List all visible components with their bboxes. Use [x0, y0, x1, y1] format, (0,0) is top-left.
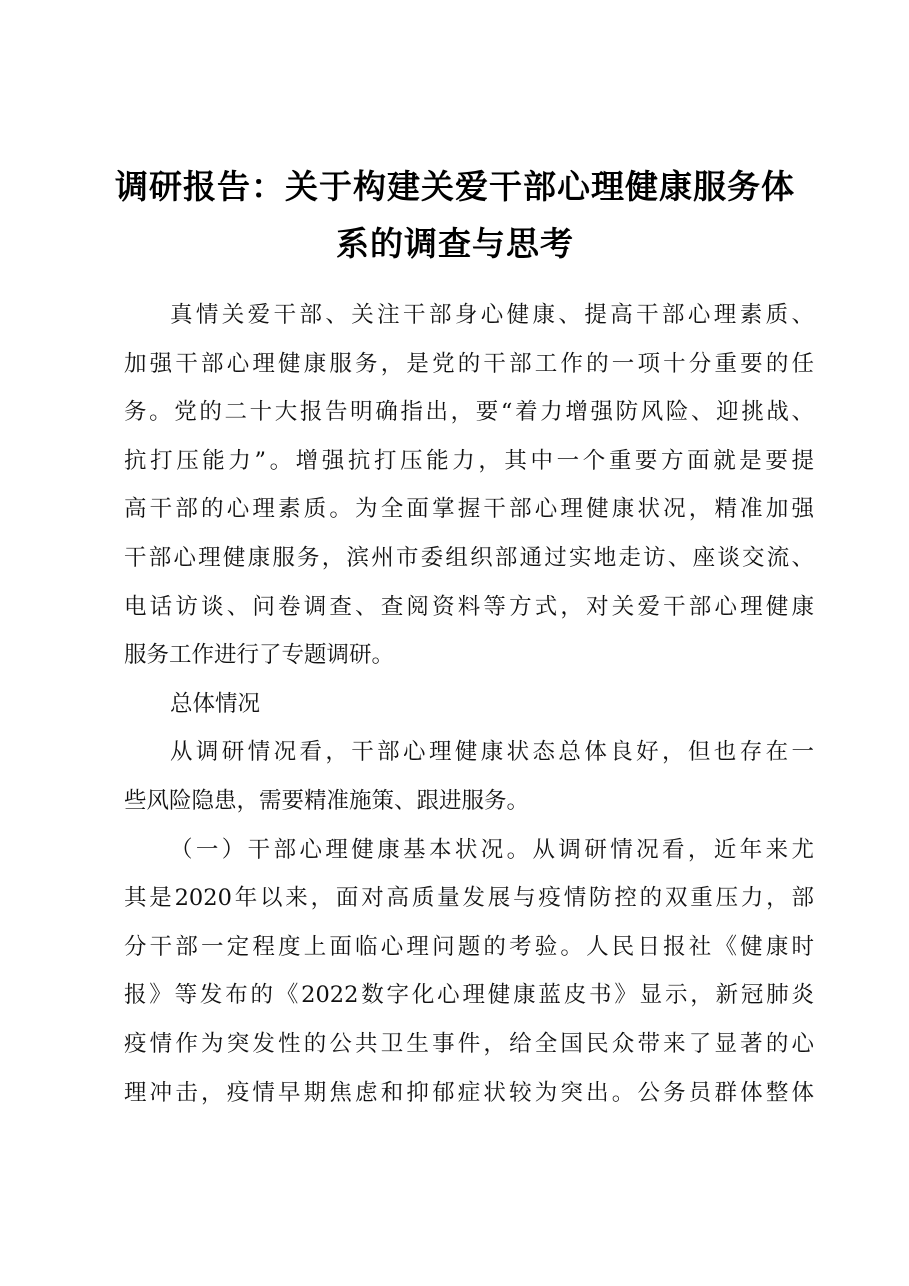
text-line: 报》等发布的《2022数字化心理健康蓝皮书》显示，新冠肺炎	[124, 982, 814, 1009]
text-line: （一）干部心理健康基本状况。从调研情况看，近年来尤	[170, 836, 814, 863]
text-line: 服务工作进行了专题调研。	[124, 642, 395, 669]
text-line: 加强干部心理健康服务，是党的干部工作的一项十分重要的任	[124, 350, 814, 377]
text-line: 电话访谈、问卷调查、查阅资料等方式，对关爱干部心理健康	[124, 593, 814, 620]
text-line: 高干部的心理素质。为全面掌握干部心理健康状况，精准加强	[124, 496, 814, 523]
title-line: 调研报告：关于构建关爱干部心理健康服务体	[115, 167, 795, 206]
text-line: 抗打压能力”。增强抗打压能力，其中一个重要方面就是要提	[124, 447, 814, 474]
text-line: 理冲击，疫情早期焦虑和抑郁症状较为突出。公务员群体整体	[124, 1079, 814, 1106]
text-line: 从调研情况看，干部心理健康状态总体良好，但也存在一	[170, 739, 814, 766]
text-line: 疫情作为突发性的公共卫生事件，给全国民众带来了显著的心	[124, 1030, 814, 1057]
text-line: 总体情况	[170, 690, 261, 717]
text-line: 些风险隐患，需要精准施策、跟进服务。	[124, 787, 530, 814]
text-line: 其是2020年以来，面对高质量发展与疫情防控的双重压力，部	[124, 885, 814, 912]
text-line: 真情关爱干部、关注干部身心健康、提高干部心理素质、	[170, 302, 814, 328]
text-line: 务。党的二十大报告明确指出，要“着力增强防风险、迎挑战、	[124, 399, 814, 426]
document-title	[110, 158, 800, 272]
title-line: 系的调查与思考	[336, 224, 574, 263]
text-line: 干部心理健康服务，滨州市委组织部通过实地走访、座谈交流、	[124, 544, 814, 571]
text-line: 分干部一定程度上面临心理问题的考验。人民日报社《健康时	[124, 933, 814, 960]
document-body	[124, 291, 814, 1117]
